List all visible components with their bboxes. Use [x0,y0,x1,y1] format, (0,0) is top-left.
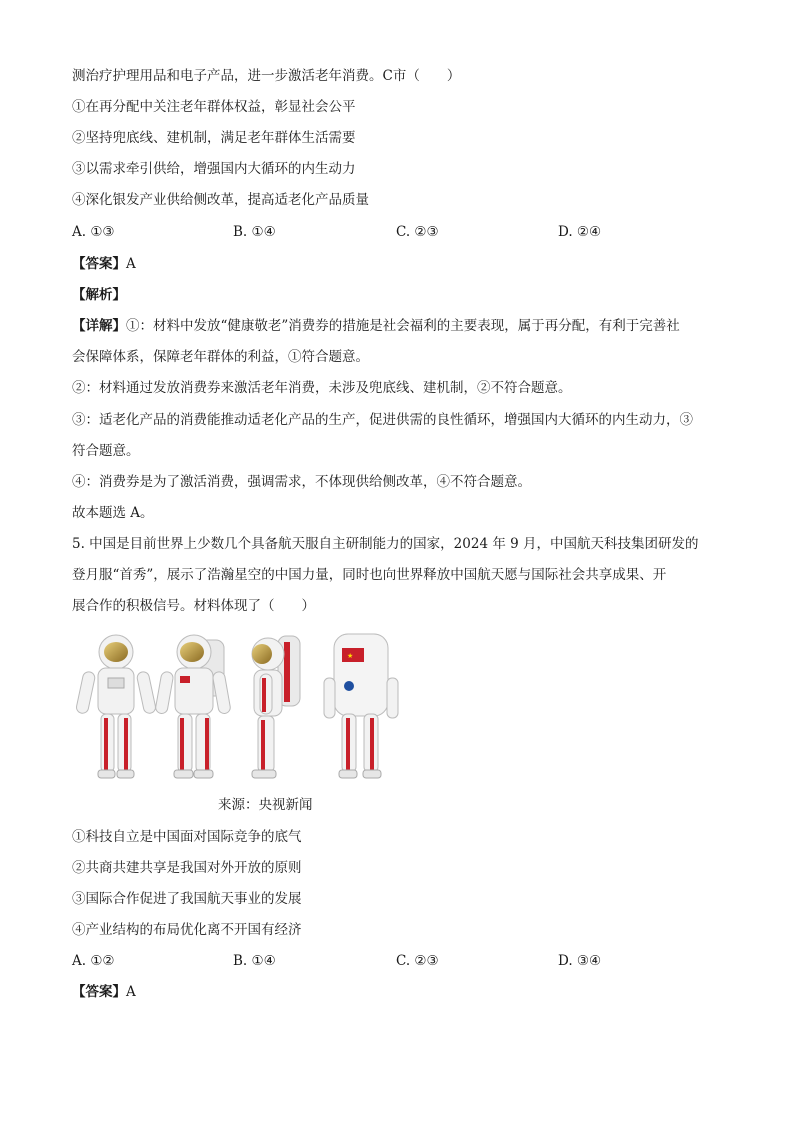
spacesuit-figure [72,628,402,788]
q4-option-a: A. ①③ [72,224,115,240]
spacesuit-illustration [72,628,402,788]
q5-option-a: A. ①② [72,953,115,969]
q5-option-c: C. ②③ [396,953,439,969]
q4-item-3: ③以需求牵引供给，增强国内大循环的内生动力 [72,161,356,177]
q4-item-4: ④深化银发产业供给侧改革，提高适老化产品质量 [72,192,369,208]
q4-detail-line-5: 符合题意。 [72,443,140,459]
spacesuit-front-view [75,635,156,778]
q4-detail-line-6: ④：消费券是为了激活消费，强调需求，不体现供给侧改革，④不符合题意。 [72,474,531,490]
answer-value: A [126,256,136,272]
detail-label: 【详解】 [72,318,126,334]
q5-option-b: B. ①④ [233,953,276,969]
figure-caption: 来源：央视新闻 [218,797,313,813]
spacesuit-back-view [324,634,398,778]
detail-text: ①：材料中发放“健康敬老”消费券的措施是社会福利的主要表现，属于再分配，有利于完善社 [126,318,680,334]
q5-answer [72,982,136,1002]
q4-option-d: D. ②④ [558,224,602,240]
q5-stem-line-2: 登月服“首秀”，展示了浩瀚星空的中国力量，同时也向世界释放中国航天愿与国际社会共享成果、开 [72,567,667,583]
q4-item-1: ①在再分配中关注老年群体权益，彰显社会公平 [72,99,356,115]
q4-item-2: ②坚持兜底线、建机制，满足老年群体生活需要 [72,130,356,146]
answer-value: A [126,984,136,1000]
q4-analysis-label: 【解析】 [72,287,126,303]
q4-detail-line-3: ②：材料通过发放消费券来激活老年消费，未涉及兜底线、建机制，②不符合题意。 [72,380,572,396]
q5-stem-line-3: 展合作的积极信号。材料体现了（ ） [72,598,315,614]
svg-text:★: ★ [347,652,354,660]
q4-option-b: B. ①④ [233,224,276,240]
spacesuit-side-view [252,636,300,778]
q4-detail-line-1 [72,316,680,336]
q5-item-4: ④产业结构的布局优化离不开国有经济 [72,922,302,938]
q5-item-3: ③国际合作促进了我国航天事业的发展 [72,891,302,907]
q5-item-2: ②共商共建共享是我国对外开放的原则 [72,860,302,876]
answer-label: 【答案】 [72,984,126,1000]
q5-item-1: ①科技自立是中国面对国际竞争的底气 [72,829,302,845]
spacesuit-three-quarter-view [155,635,231,778]
q4-stem: 测治疗护理用品和电子产品，进一步激活老年消费。C市（ ） [72,68,461,84]
q4-detail-line-2: 会保障体系，保障老年群体的利益，①符合题意。 [72,349,369,365]
q4-detail-line-4: ③：适老化产品的消费能推动适老化产品的生产，促进供需的良性循环，增强国内大循环的内生动力，③ [72,412,693,428]
q5-option-d: D. ③④ [558,953,602,969]
q4-option-c: C. ②③ [396,224,439,240]
q4-conclusion: 故本题选 A。 [72,505,154,521]
q5-stem-line-1: 5. 中国是目前世界上少数几个具备航天服自主研制能力的国家，2024 年 9 月，中国航天科技集团研发的 [72,536,699,552]
answer-label: 【答案】 [72,256,126,272]
q4-answer [72,254,136,274]
